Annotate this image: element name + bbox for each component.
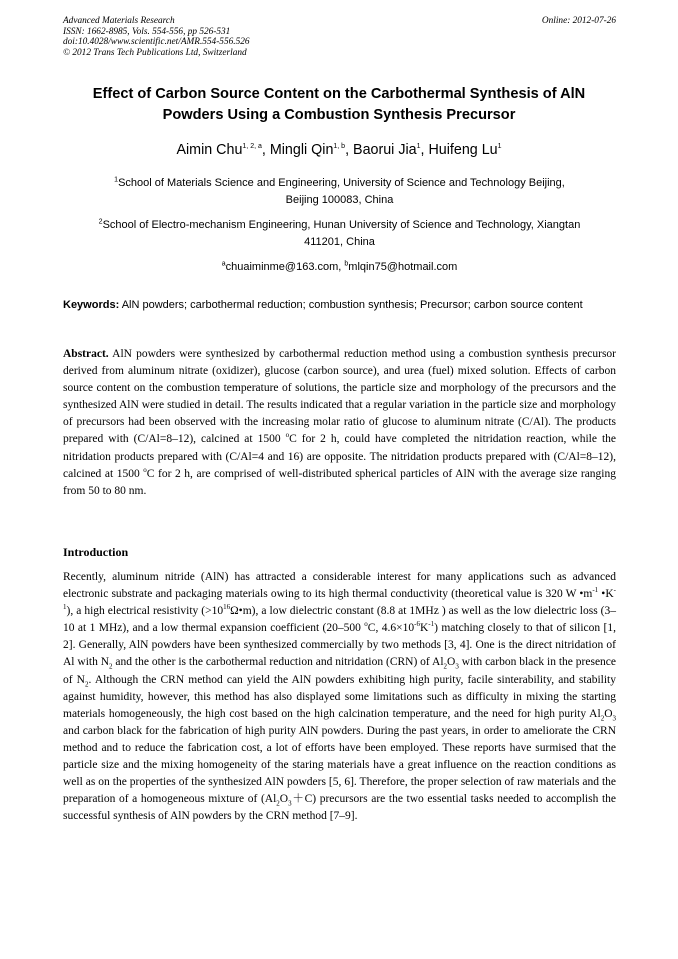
superscript: o bbox=[364, 620, 368, 629]
subscript: 3 bbox=[288, 799, 292, 808]
affiliation-2 bbox=[63, 217, 616, 251]
affiliation-mark: 2 bbox=[98, 218, 103, 226]
email-address: chuaiminme@163.com, bbox=[225, 261, 345, 273]
email-mark: b bbox=[344, 260, 349, 268]
superscript: -1 bbox=[592, 586, 599, 595]
section-heading: Introduction bbox=[63, 545, 129, 559]
body-text: •K bbox=[598, 588, 614, 601]
body-text: with carbon black in the presence of N bbox=[63, 656, 617, 686]
keywords-label: Keywords: bbox=[63, 299, 120, 311]
author-separator: , bbox=[261, 142, 270, 158]
journal-name: Advanced Materials Research bbox=[63, 16, 175, 26]
keywords bbox=[63, 297, 616, 314]
body-text: ＋C) precursors are the two essential tasks needed to accomplish the successful synthesis of AlN powders by the CRN method [7–9]. bbox=[63, 793, 616, 823]
subscript: 2 bbox=[109, 662, 113, 671]
affiliation-text: 411201, China bbox=[304, 236, 375, 248]
author-name: Huifeng Lu bbox=[428, 142, 498, 158]
abstract-text: AlN powders were synthesized by carbothermal reduction method using a combustion synthesis precursor derived from aluminum nitrate (oxidizer), glucose (carbon source), and urea (fuel) mixed solution. Effects of carbon source content on the combustion temperature of solutions, the particle size and morphology of the precursors and the synthesized AlN were studied in detail. The results indicated that a regular variation in the particle size and morphology of precursors had been observed with the increasing molar ratio of glucose to aluminum nitrate (C/Al). The products prepared with (C/Al=8–12), calcined at 1500 bbox=[63, 348, 616, 446]
issn-line: ISSN: 1662-8985, Vols. 554-556, pp 526-531 bbox=[63, 26, 231, 37]
subscript: 3 bbox=[455, 662, 459, 671]
subscript: 2 bbox=[84, 679, 89, 688]
title-line-1: Effect of Carbon Source Content on the Carbothermal Synthesis of AlN bbox=[92, 86, 586, 102]
affiliation-text: School of Materials Science and Engineering, University of Science and Technology Beijing, bbox=[118, 177, 565, 189]
author-separator: , bbox=[420, 142, 429, 158]
body-text: ) matching closely to that of silicon [1, 2]. Generally, AlN powders have been synthesized commercially by two methods [3, 4]. One is the direct nitridation of Al with N bbox=[63, 622, 616, 669]
abstract-text: C for 2 h, could have completed the nitridation reaction, while the nitridation products prepared with (C/Al=4 and 16) are opposite. The nitridation products prepared with (C/Al=8–12), calcined at 1500 bbox=[63, 433, 616, 480]
body-text: C, 4.6×10 bbox=[367, 622, 415, 635]
subscript: 3 bbox=[612, 714, 616, 723]
degree-mark: o bbox=[143, 465, 147, 474]
author-name: Baorui Jia bbox=[353, 142, 417, 158]
affiliation-text: School of Electro-mechanism Engineering, Hunan University of Science and Technology, Xiangtan bbox=[102, 219, 581, 231]
author-mark: 1 bbox=[497, 143, 502, 151]
author-emails bbox=[63, 259, 616, 276]
affiliation-mark: 1 bbox=[114, 176, 119, 184]
subscript: 2 bbox=[276, 799, 280, 808]
affiliation-text: Beijing 100083, China bbox=[285, 194, 394, 206]
abstract-label: Abstract. bbox=[63, 348, 109, 360]
keywords-text: AlN powders; carbothermal reduction; combustion synthesis; Precursor; carbon source content bbox=[119, 299, 583, 311]
author-mark: 1, b bbox=[333, 143, 346, 151]
author-mark: 1, 2, a bbox=[242, 143, 262, 151]
degree-mark: o bbox=[285, 431, 290, 440]
superscript: 16 bbox=[223, 603, 231, 612]
online-date: Online: 2012-07-26 bbox=[541, 16, 616, 26]
body-text: O bbox=[447, 656, 456, 669]
body-text: and carbon black for the fabrication of high purity AlN powders. During the past years, in order to ameliorate the CRN method and to reduce the fabrication cost, a lot of efforts have been employed. These reports have surmised that the particle size and the mixing homogeneity of the staring materials have a great influence on the reaction conditions as well as on the properties of the synthesized AlN powders [5, 6]. Therefore, the proper selection of raw materials and the preparation of a homogeneous mixture of (Al bbox=[63, 724, 616, 806]
body-text: O bbox=[604, 707, 613, 720]
body-text: ), a high electrical resistivity (>10 bbox=[66, 605, 224, 618]
body-text: . Although the CRN method can yield the AlN powders exhibiting high purity, facile sinterability, and stability against humidity, however, this method has also displayed some limitations such as difficulty in mixing the starting materials homogeneously, the high cost based on the high calcination temperature, and the need for high purity Al bbox=[63, 673, 616, 720]
affiliation-1 bbox=[63, 175, 616, 209]
author-name: Aimin Chu bbox=[176, 142, 243, 158]
author-separator: , bbox=[345, 142, 354, 158]
author-list bbox=[40, 141, 638, 159]
subscript: 2 bbox=[600, 714, 605, 723]
body-text: O bbox=[279, 793, 289, 806]
email-mark: a bbox=[221, 260, 226, 268]
body-text: K bbox=[419, 622, 429, 635]
superscript: -6 bbox=[414, 620, 420, 629]
superscript: -1 bbox=[63, 586, 616, 612]
copyright-line: © 2012 Trans Tech Publications Ltd, Switzerland bbox=[63, 47, 247, 58]
body-text: Ω•m), a low dielectric constant (8.8 at 1MHz ) as well as the low dielectric loss (3–10 at 1 MHz), and a low thermal expansion coefficient (20–500 bbox=[63, 605, 617, 635]
paper-title bbox=[40, 84, 638, 126]
introduction-body bbox=[63, 569, 616, 825]
author-mark: 1 bbox=[416, 143, 421, 151]
author-name: Mingli Qin bbox=[269, 142, 334, 158]
doi-line: doi:10.4028/www.scientific.net/AMR.554-556.526 bbox=[63, 37, 250, 48]
subscript: 2 bbox=[443, 662, 448, 671]
body-text: and the other is the carbothermal reduction and nitridation (CRN) of Al bbox=[112, 656, 444, 669]
running-header bbox=[63, 16, 616, 58]
body-text: Recently, aluminum nitride (AlN) has attracted a considerable interest for many applications such as advanced electronic substrate and packaging materials owing to its high thermal conductivity (theoretical value is 320 W •m bbox=[63, 571, 616, 601]
superscript: -1 bbox=[428, 620, 435, 629]
abstract-text: C for 2 h, are comprised of well-distributed spherical particles of AlN with the average size ranging from 50 to 80 nm. bbox=[63, 467, 616, 497]
email-address: mlqin75@hotmail.com bbox=[348, 261, 458, 273]
title-line-2: Powders Using a Combustion Synthesis Precursor bbox=[162, 107, 516, 123]
abstract bbox=[63, 346, 616, 500]
